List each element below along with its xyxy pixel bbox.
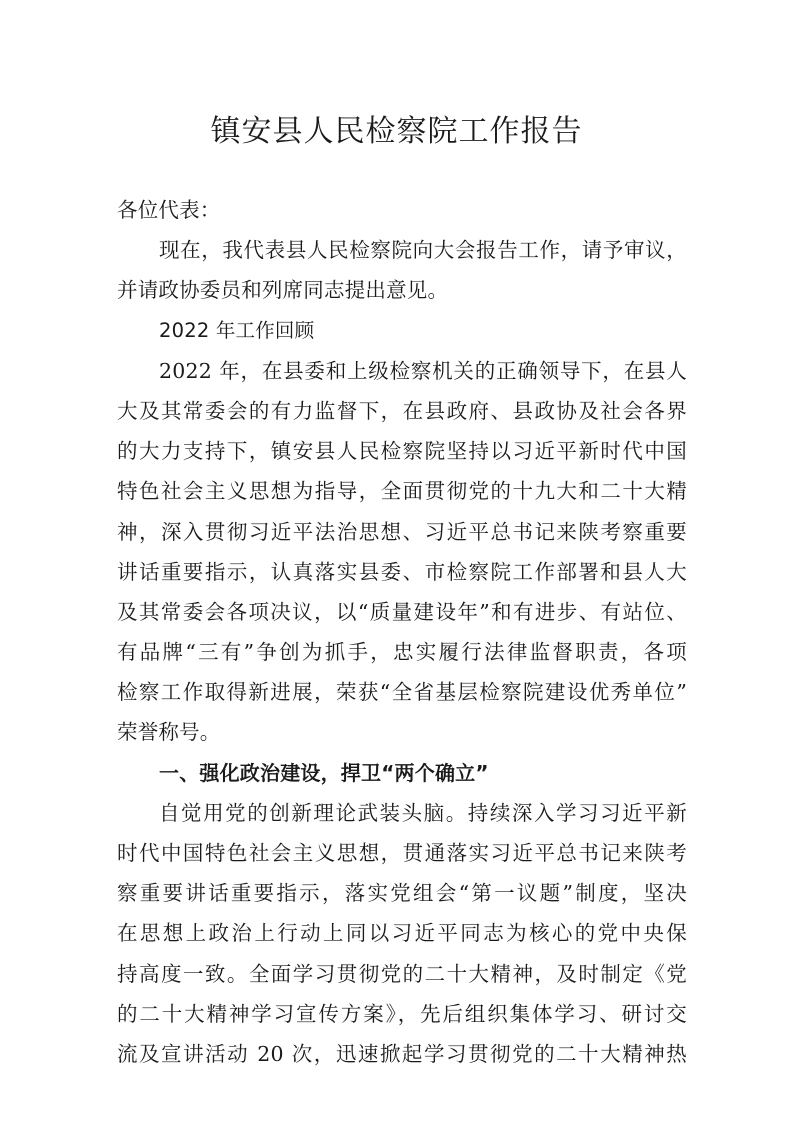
text-line: 神，深入贯彻习近平法治思想、习近平总书记来陕考察重要 [117,519,687,544]
text-line: 自觉用党的创新理论武装头脑。持续深入学习习近平新 [159,800,687,825]
text-line: 持高度一致。全面学习贯彻党的二十大精神，及时制定《党 [117,961,687,986]
text-line: 讲话重要指示，认真落实县委、市检察院工作部署和县人大 [117,559,687,584]
text-line: 检察工作取得新进展，荣获“全省基层检察院建设优秀单位” [117,680,687,705]
review-paragraph [117,351,687,753]
text-line: 时代中国特色社会主义思想，贯通落实习近平总书记来陕考 [117,841,687,865]
text-line: 2022 年，在县委和上级检察机关的正确领导下，在县人 [159,358,687,383]
text-line: 特色社会主义思想为指导，全面贯彻党的十九大和二十大精 [117,479,687,504]
salutation: 各位代表： [117,198,221,222]
text-line: 现在，我代表县人民检察院向大会报告工作，请予审议， [159,238,687,263]
section-one-paragraph [117,793,687,1074]
document-title: 镇安县人民检察院工作报告 [210,114,583,149]
text-line: 流及宣讲活动 20 次，迅速掀起学习贯彻党的二十大精神热 [117,1041,687,1066]
text-line: 在思想上政治上行动上同以习近平同志为核心的党中央保 [117,921,687,946]
text-line: 的二十大精神学习宣传方案》，先后组织集体学习、研讨交 [117,1001,687,1026]
text-line: 的大力支持下，镇安县人民检察院坚持以习近平新时代中国 [117,439,687,464]
text-line: 有品牌“三有”争创为抓手，忠实履行法律监督职责，各项 [117,640,687,665]
text-line: 大及其常委会的有力监督下，在县政府、县政协及社会各界 [117,398,687,423]
text-line: 察重要讲话重要指示，落实党组会“第一议题”制度，坚决 [117,881,687,906]
section-heading-review: 2022 年工作回顾 [159,318,315,342]
document-body [117,190,687,1074]
text-line: 及其常委会各项决议，以“质量建设年”和有进步、有站位、 [117,599,687,624]
text-line: 荣誉称号。 [117,720,221,745]
intro-paragraph [117,230,687,310]
text-line: 并请政协委员和列席同志提出意见。 [117,278,449,303]
section-heading-one: 一、强化政治建设，捍卫“两个确立” [159,760,489,785]
